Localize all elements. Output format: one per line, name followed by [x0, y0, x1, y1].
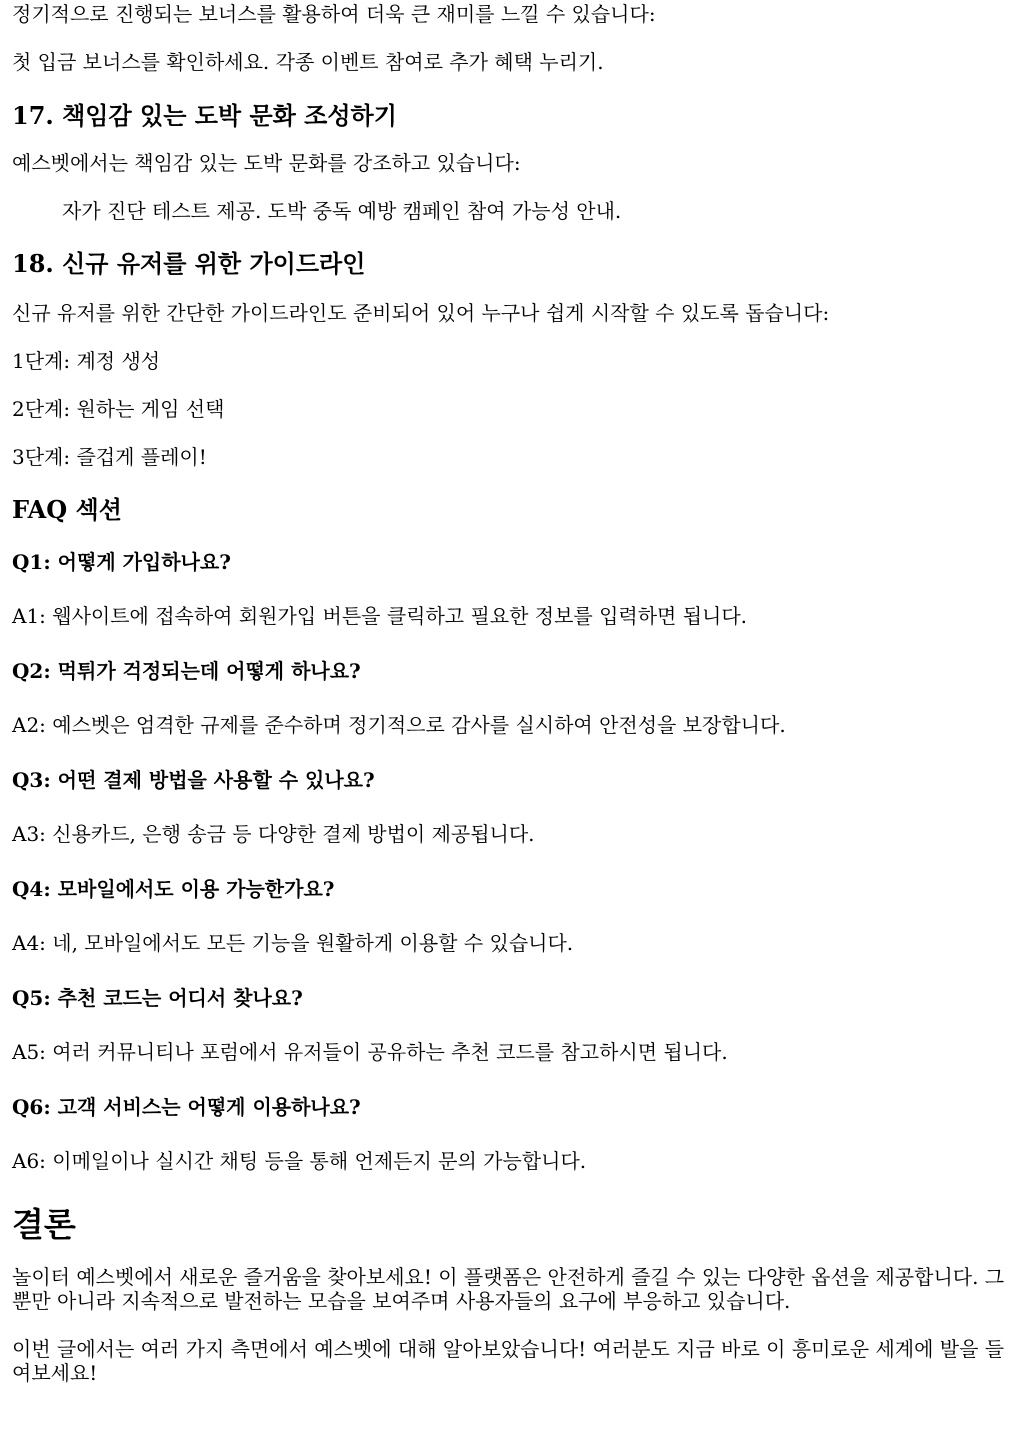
- section-17-indented: 자가 진단 테스트 제공. 도박 중독 예방 캠페인 참여 가능성 안내.: [62, 199, 622, 223]
- faq-question-2: Q2: 먹튀가 걱정되는데 어떻게 하나요?: [12, 659, 361, 683]
- faq-answer-3: A3: 신용카드, 은행 송금 등 다양한 결제 방법이 제공됩니다.: [12, 822, 535, 846]
- step-1: 1단계: 계정 생성: [12, 349, 161, 373]
- section-17-heading: 17. 책임감 있는 도박 문화 조성하기: [12, 101, 397, 130]
- faq-question-1: Q1: 어떻게 가입하나요?: [12, 550, 231, 574]
- faq-answer-5: A5: 여러 커뮤니티나 포럼에서 유저들이 공유하는 추천 코드를 참고하시면 됩니다.: [12, 1040, 728, 1064]
- faq-answer-1: A1: 웹사이트에 접속하여 회원가입 버튼을 클릭하고 필요한 정보를 입력하면 됩니다.: [12, 604, 748, 628]
- conclusion-paragraph-1: 놀이터 예스벳에서 새로운 즐거움을 찾아보세요! 이 플랫폼은 안전하게 즐길 수 있는 다양한 옵션을 제공합니다. 그뿐만 아니라 지속적으로 발전하는 모습을 보여주며 사용자들의 요구에 부응하고 있습니다.: [12, 1265, 1005, 1313]
- intro-line-bonus: 정기적으로 진행되는 보너스를 활용하여 더욱 큰 재미를 느낄 수 있습니다:: [12, 2, 656, 26]
- section-18-body: 신규 유저를 위한 간단한 가이드라인도 준비되어 있어 누구나 쉽게 시작할 수 있도록 돕습니다:: [12, 301, 830, 325]
- faq-question-4: Q4: 모바일에서도 이용 가능한가요?: [12, 877, 335, 901]
- faq-question-5: Q5: 추천 코드는 어디서 찾나요?: [12, 986, 303, 1010]
- conclusion-paragraph-2: 이번 글에서는 여러 가지 측면에서 예스벳에 대해 알아보았습니다! 여러분도 지금 바로 이 흥미로운 세계에 발을 들여보세요!: [12, 1337, 1005, 1385]
- faq-answer-4: A4: 네, 모바일에서도 모든 기능을 원활하게 이용할 수 있습니다.: [12, 931, 574, 955]
- intro-line-first-deposit: 첫 입금 보너스를 확인하세요. 각종 이벤트 참여로 추가 혜택 누리기.: [12, 50, 604, 74]
- step-2: 2단계: 원하는 게임 선택: [12, 397, 225, 421]
- section-17-body: 예스벳에서는 책임감 있는 도박 문화를 강조하고 있습니다:: [12, 151, 521, 175]
- faq-question-6: Q6: 고객 서비스는 어떻게 이용하나요?: [12, 1095, 361, 1119]
- faq-heading: FAQ 섹션: [12, 495, 122, 524]
- section-18-heading: 18. 신규 유저를 위한 가이드라인: [12, 249, 366, 278]
- step-3: 3단계: 즐겁게 플레이!: [12, 445, 207, 469]
- faq-answer-2: A2: 예스벳은 엄격한 규제를 준수하며 정기적으로 감사를 실시하여 안전성을 보장합니다.: [12, 713, 786, 737]
- conclusion-heading: 결론: [12, 1205, 76, 1244]
- faq-answer-6: A6: 이메일이나 실시간 채팅 등을 통해 언제든지 문의 가능합니다.: [12, 1149, 587, 1173]
- faq-question-3: Q3: 어떤 결제 방법을 사용할 수 있나요?: [12, 768, 375, 792]
